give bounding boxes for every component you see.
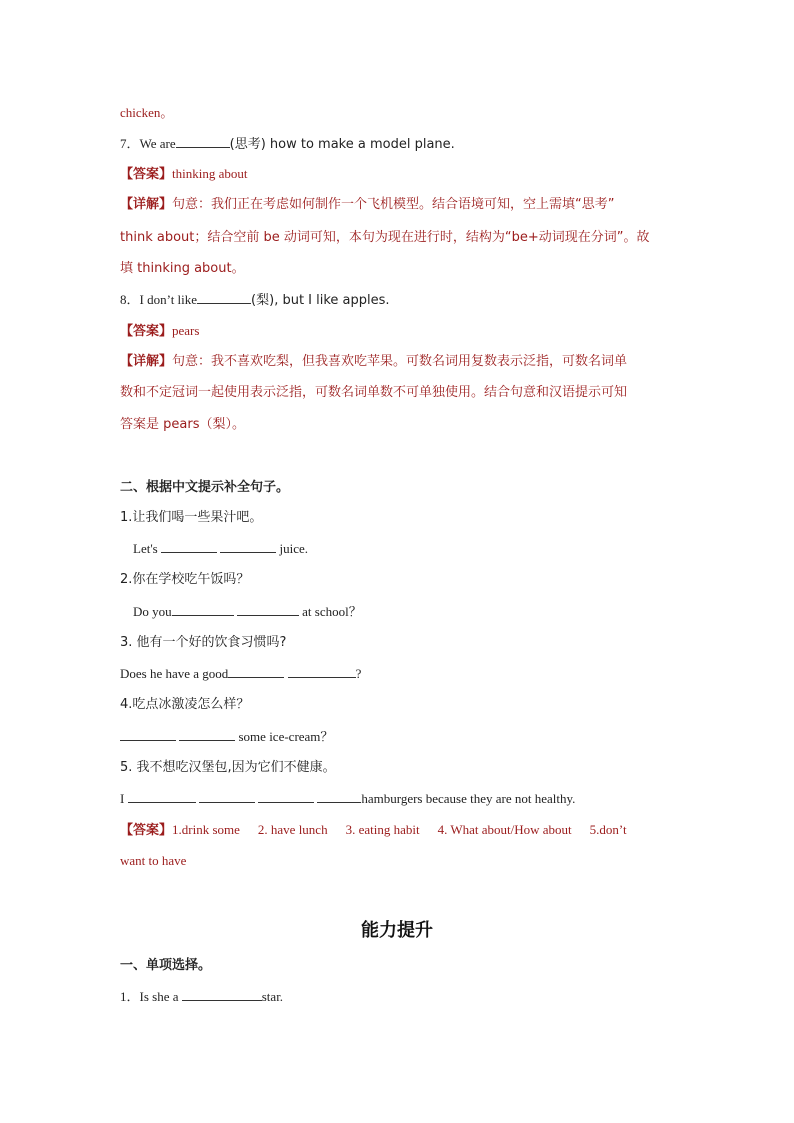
section2-answers-tail: want to have bbox=[120, 853, 187, 868]
sentence-pre: I bbox=[120, 791, 125, 806]
question-number: 8． bbox=[120, 292, 140, 307]
answer-blank bbox=[179, 728, 235, 741]
sentence-post: at school？ bbox=[302, 604, 362, 619]
exercise-4-english bbox=[120, 728, 680, 746]
answer-item: 5.don’t bbox=[589, 822, 627, 837]
answer-blank bbox=[197, 291, 251, 304]
answer-item: 1.drink some bbox=[172, 822, 240, 837]
section2-answers bbox=[120, 821, 680, 840]
exercise-4-chinese: 4.吃点冰激凌怎么样？ bbox=[120, 697, 250, 712]
answer-blank bbox=[220, 540, 276, 553]
answer-blank bbox=[228, 665, 284, 678]
question-text-pre: 1．Is she a bbox=[120, 989, 179, 1004]
detail-7-line-3: 填 thinking about。 bbox=[120, 261, 245, 276]
answer-blank bbox=[172, 603, 234, 616]
sentence-pre: Let's bbox=[133, 541, 158, 556]
multiple-choice-heading: 一、单项选择。 bbox=[120, 958, 212, 973]
sentence-pre: Does he have a good bbox=[120, 666, 229, 681]
detail-text: 句意：我不喜欢吃梨，但我喜欢吃苹果。可数名词用复数表示泛指，可数名词单 bbox=[172, 354, 628, 369]
exercise-1-chinese: 1.让我们喝一些果汁吧。 bbox=[120, 510, 263, 525]
detail-7-line-2: think about；结合空前 be 动词可知，本句为现在进行时，结构为“be+动词现在分词”。故 bbox=[120, 230, 650, 245]
sentence-post: ? bbox=[355, 666, 362, 681]
sentence-post: hamburgers because they are not healthy. bbox=[361, 791, 576, 806]
answer-tag: 【答案】 bbox=[120, 167, 173, 182]
exercise-2-english bbox=[133, 603, 693, 621]
detail-7-line-1 bbox=[120, 196, 680, 214]
answer-line-7 bbox=[120, 165, 680, 184]
question-text-post: (思考) how to make a model plane. bbox=[229, 137, 455, 152]
answer-blank bbox=[161, 540, 217, 553]
exercise-3-english bbox=[120, 665, 680, 683]
question-number: 7． bbox=[120, 136, 140, 151]
question-text-pre: We are bbox=[139, 136, 176, 151]
exercise-3-chinese: 3. 他有一个好的饮食习惯吗? bbox=[120, 635, 287, 650]
answer-blank bbox=[176, 135, 230, 148]
answer-blank bbox=[199, 790, 255, 803]
multiple-choice-question-1 bbox=[120, 988, 680, 1006]
answer-blank bbox=[128, 790, 196, 803]
answer-text: pears bbox=[172, 323, 200, 338]
exercise-5-english bbox=[120, 790, 680, 808]
answer-line-8 bbox=[120, 322, 680, 341]
sentence-pre: Do you bbox=[133, 604, 172, 619]
section-heading: 二、根据中文提示补全句子。 bbox=[120, 480, 290, 495]
detail-8-line-2: 数和不定冠词一起使用表示泛指，可数名词单数不可单独使用。结合句意和汉语提示可知 bbox=[120, 385, 628, 400]
exercise-2-chinese: 2.你在学校吃午饭吗？ bbox=[120, 572, 250, 587]
prev-answer-tail: chicken。 bbox=[120, 105, 174, 120]
answer-tag: 【答案】 bbox=[120, 324, 173, 339]
answer-blank bbox=[317, 790, 361, 803]
detail-8-line-1 bbox=[120, 353, 680, 371]
question-text-post: (梨), but I like apples. bbox=[251, 293, 390, 308]
detail-8-line-3: 答案是 pears（梨）。 bbox=[120, 417, 245, 432]
answer-text: thinking about bbox=[172, 166, 248, 181]
answer-tag: 【答案】 bbox=[120, 823, 173, 838]
answer-blank bbox=[288, 665, 356, 678]
question-8 bbox=[120, 291, 680, 310]
sentence-post: some ice-cream？ bbox=[238, 729, 334, 744]
answer-item: 4. What about/How about bbox=[437, 822, 572, 837]
exercise-1-english bbox=[133, 540, 693, 558]
question-7 bbox=[120, 135, 680, 154]
question-text-post: star. bbox=[261, 989, 284, 1004]
detail-tag: 【详解】 bbox=[120, 354, 173, 369]
answer-item: 2. have lunch bbox=[257, 822, 328, 837]
detail-tag: 【详解】 bbox=[120, 197, 173, 212]
sentence-post: juice. bbox=[279, 541, 308, 556]
answer-blank bbox=[120, 728, 176, 741]
section-title: 能力提升 bbox=[361, 920, 433, 941]
answer-blank bbox=[237, 603, 299, 616]
answer-blank bbox=[182, 988, 262, 1001]
detail-text: 句意：我们正在考虑如何制作一个飞机模型。结合语境可知，空上需填“思考” bbox=[172, 197, 615, 212]
answer-item: 3. eating habit bbox=[345, 822, 420, 837]
answer-blank bbox=[258, 790, 314, 803]
question-text-pre: I don’t like bbox=[139, 292, 198, 307]
exercise-5-chinese: 5. 我不想吃汉堡包,因为它们不健康。 bbox=[120, 760, 336, 775]
